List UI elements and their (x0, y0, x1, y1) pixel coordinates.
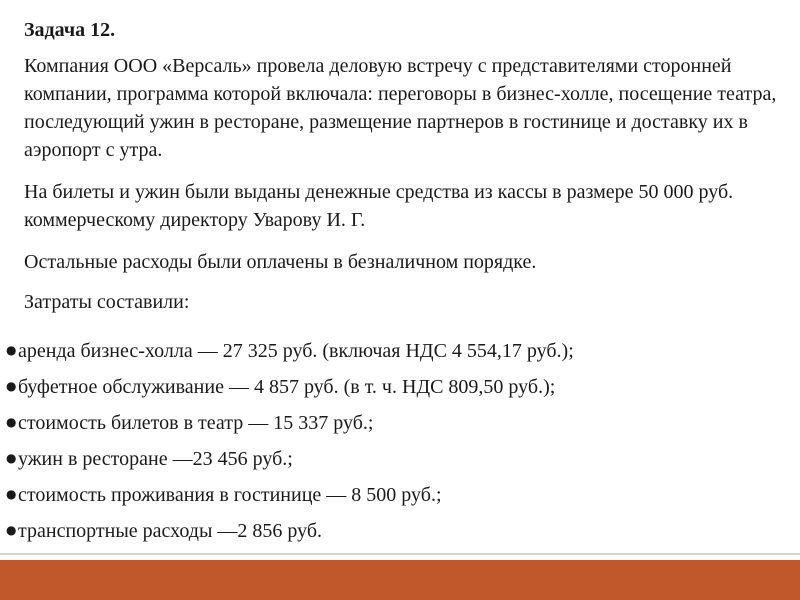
bullet-icon: ● (6, 379, 17, 394)
list-item (0, 405, 790, 441)
expense-text: стоимость проживания в гостинице — 8 500 руб.; (18, 484, 442, 506)
cash-paragraph: На билеты и ужин были выданы денежные средства из кассы в размере 50 000 руб. коммерческому директору Уварову И. Г. (24, 181, 734, 231)
list-item (0, 513, 790, 549)
bullet-icon: ● (6, 415, 17, 430)
costs-heading: Затраты составили: (24, 291, 190, 313)
list-item (0, 477, 790, 513)
bullet-icon: ● (6, 343, 17, 358)
list-item (0, 333, 790, 369)
noncash-paragraph: Остальные расходы были оплачены в безналичном порядке. (24, 251, 537, 273)
expense-text: стоимость билетов в театр — 15 337 руб.; (18, 412, 374, 434)
task-title: Задача 12. (24, 19, 116, 41)
list-item (0, 441, 790, 477)
footer-bar (0, 560, 800, 600)
intro-paragraph: Компания ООО «Версаль» провела деловую встречу с представителями сторонней компании, программа которой включала: переговоры в бизнес-холле, посещение театра, последующий ужин в ресторане, размещение партнеров в гостинице и доставку их в аэропорт с утра. (24, 55, 777, 161)
expense-list (0, 333, 790, 549)
bullet-icon: ● (6, 451, 17, 466)
bullet-icon: ● (6, 523, 17, 538)
footer-divider (0, 553, 800, 555)
expense-text: ужин в ресторане —23 456 руб.; (18, 448, 293, 470)
expense-text: аренда бизнес-холла — 27 325 руб. (включая НДС 4 554,17 руб.); (18, 340, 574, 362)
bullet-icon: ● (6, 487, 17, 502)
expense-text: буфетное обслуживание — 4 857 руб. (в т. ч. НДС 809,50 руб.); (18, 376, 556, 398)
list-item (0, 369, 790, 405)
expense-text: транспортные расходы —2 856 руб. (18, 520, 323, 542)
